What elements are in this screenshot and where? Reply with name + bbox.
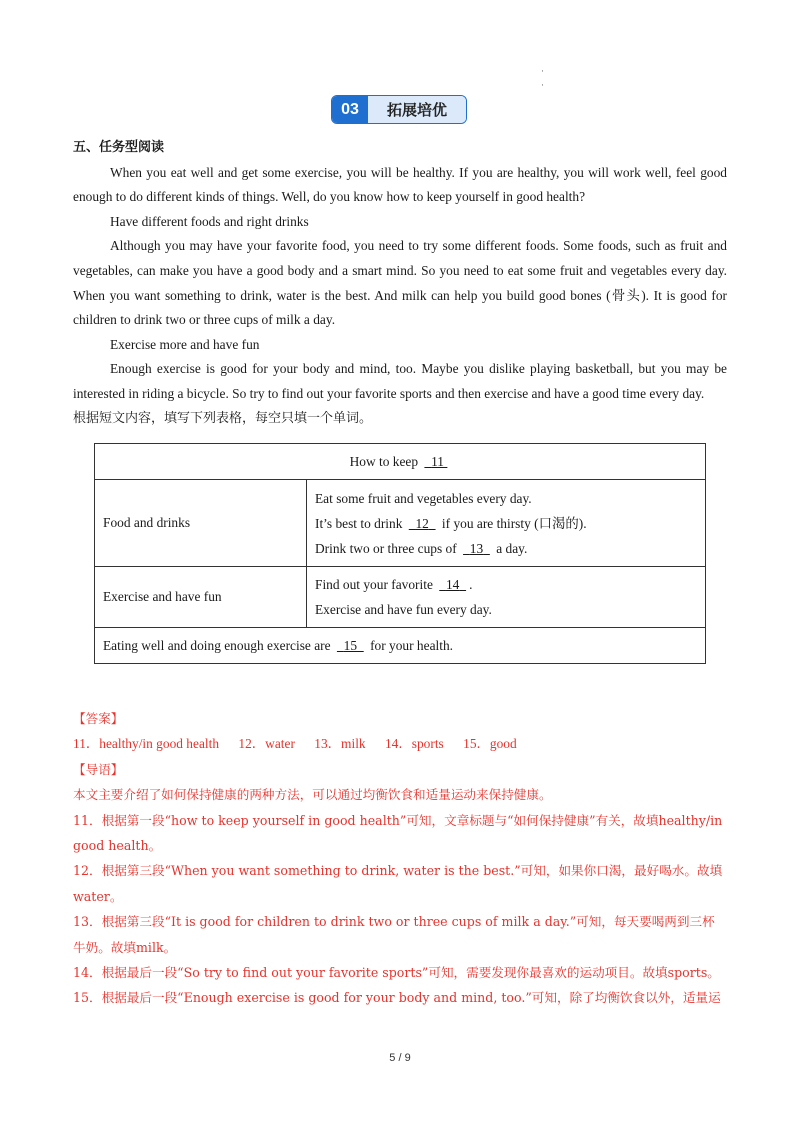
blank-14: 14 — [445, 577, 460, 592]
subheading-exercise: Exercise more and have fun — [110, 336, 260, 352]
answer-item: 13．milk — [314, 736, 366, 752]
blank-15: 15 — [343, 637, 358, 653]
answer-item: 12．water — [238, 736, 295, 752]
badge-label: 拓展培优 — [368, 96, 466, 123]
explanation-15: 15．根据最后一段“Enough exercise is good for your body and mind, too.”可知，除了均衡饮食以外，适量运 — [73, 990, 721, 1006]
paragraph-exercise: Enough exercise is good for your body and mind, too. Maybe you dislike playing basketball, but you may be interested in riding a bicycle. So try to find out your favorite sports and then exercise and have a good time every day. — [73, 361, 727, 401]
food-line-3: Drink two or three cups of 13 a day. — [315, 540, 528, 556]
row-label-exercise: Exercise and have fun — [95, 567, 307, 628]
row-label-food: Food and drinks — [95, 480, 307, 567]
exercise-line-1: Find out your favorite 14 . — [315, 577, 473, 592]
paragraph-intro: When you eat well and get some exercise, you will be healthy. If you are healthy, you will work well, feel good enough to do different kinds of things. Well, do you know how to keep yourself in good health? — [73, 164, 727, 205]
task-instruction: 根据短文内容，填写下列表格，每空只填一个单词。 — [73, 410, 373, 426]
explanation-11: 11．根据第一段“how to keep yourself in good health”可知，文章标题与“如何保持健康”有关，故填healthy/in good health。 — [73, 812, 723, 854]
answer-item: 15．good — [463, 736, 517, 752]
section-badge — [331, 95, 467, 124]
food-line-1: Eat some fruit and vegetables every day. — [315, 490, 532, 506]
blank-12: 12 — [415, 515, 429, 531]
badge-number: 03 — [332, 96, 368, 123]
paragraph-foods: Although you may have your favorite food, you need to try some different foods. Some foods, such as fruit and vegetables, can make you have a good body and a smart mind. So you need to eat some fruit and vegetables every day. When you want something to drink, water is the best. And milk can help you build good bones (骨头). It is good for children to drink two or three cups of milk a day. — [73, 238, 727, 328]
table-footer-row — [95, 628, 706, 664]
answer-heading: 【答案】 — [73, 711, 124, 726]
row-content-food — [307, 480, 706, 567]
dot: · — [541, 66, 544, 76]
guide-text: 本文主要介绍了如何保持健康的两种方法，可以通过均衡饮食和适量运动来保持健康。 — [73, 787, 552, 803]
exercise-line-2: Exercise and have fun every day. — [315, 602, 492, 617]
answer-section — [73, 706, 727, 1011]
explanation-14: 14．根据最后一段“So try to find out your favorite sports”可知，需要发现你最喜欢的运动项目。故填sports。 — [73, 965, 720, 981]
row-content-exercise — [307, 567, 706, 628]
page-number: 5 / 9 — [389, 1052, 411, 1064]
answer-item: 14．sports — [384, 736, 444, 752]
explanation-13: 13．根据第三段“It is good for children to drink two or three cups of milk a day.”可知，每天要喝两到三杯牛奶。故填milk。 — [73, 914, 715, 955]
table-title-cell — [95, 444, 706, 480]
task-table — [94, 443, 706, 664]
explanation-12: 12．根据第三段“When you want something to drink, water is the best.”可知，如果你口渴，最好喝水。故填water。 — [73, 863, 723, 904]
decorative-dots — [541, 64, 544, 92]
answer-list — [73, 731, 727, 756]
table-title-row — [95, 444, 706, 480]
food-line-2: It’s best to drink 12 if you are thirsty (口渴的). — [315, 515, 587, 531]
guide-heading: 【导语】 — [73, 761, 124, 777]
section-title: 五、任务型阅读 — [73, 140, 165, 155]
answer-item: 11．healthy/in good health — [73, 736, 220, 752]
dot: · — [541, 80, 544, 90]
table-title-text: How to keep — [349, 453, 419, 469]
table-row — [95, 567, 706, 628]
blank-11: 11 — [431, 453, 445, 469]
table-footer-cell: Eating well and doing enough exercise are 15 for your health. — [95, 628, 706, 664]
table-row — [95, 480, 706, 567]
blank-13: 13 — [469, 540, 484, 556]
reading-passage — [73, 136, 727, 431]
subheading-foods: Have different foods and right drinks — [110, 213, 309, 229]
